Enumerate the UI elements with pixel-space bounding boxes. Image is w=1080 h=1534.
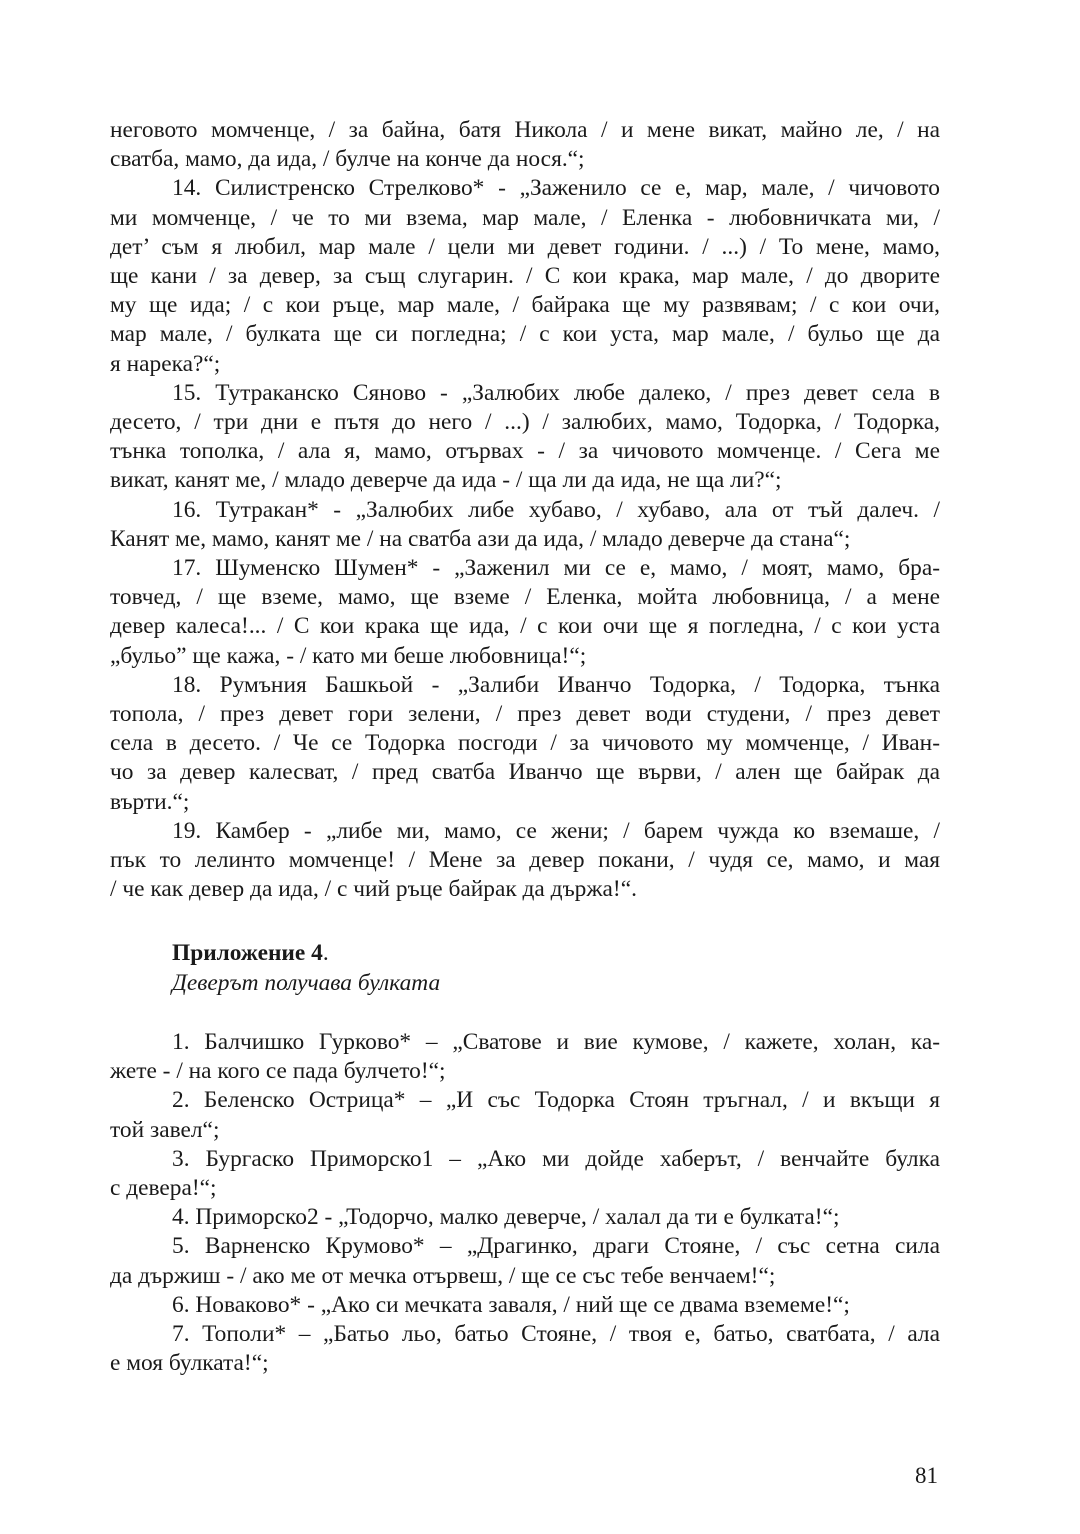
text-line: с девера!“; [110,1175,217,1202]
text-line: да държиш - / ако ме от мечка отървеш, / ще се със тебе венчаем!“; [110,1262,776,1289]
text-line: 7. Тополи* – „Батьо льо, батьо Стояне, / твоя е, батьо, сватбата, / ала [172,1321,940,1348]
text-line: 4. Приморско2 - „Тодорчо, малко деверче, / халал да ти е булката!“; [172,1204,840,1231]
text-line: топола, / през девет гори зелени, / през девет води студени, / през девет [110,701,940,728]
text-line: 1. Балчишко Гурково* – „Сватове и вие кумове, / кажете, холан, ка- [172,1029,940,1055]
text-line: / че как девер да ида, / с чий ръце байрак да държа!“. [110,876,637,903]
text-line: Канят ме, мамо, канят ме / на сватба ази да ида, / младо деверче да стана“; [110,525,851,552]
appendix-heading-text: Приложение 4 [172,940,323,966]
text-line: 2. Беленско Острица* – „И със Тодорка Стоян тръгнал, / и вкъщи я [172,1087,940,1114]
text-line: 19. Камбер - „либе ми, мамо, се жени; / барем чужда ко вземаше, / [172,817,940,844]
text-line: 17. Шуменско Шумен* - „Заженил ми се е, мамо, / моят, мамо, бра- [172,555,940,582]
text-line: 6. Новаково* - „Ако си мечката заваля, / ний ще се двама вземеме!“; [172,1291,850,1318]
text-line: върти.“; [110,788,190,815]
text-line: тънка тополка, / ала я, мамо, отървах - / за чичовото момченце. / Сега ме [110,438,940,465]
text-line: ще кани / за девер, за същ слугарин. / С кои крака, мар мале, / до дворите [110,263,940,290]
text-line: 5. Варненско Крумово* – „Драгинко, драги Стояне, / със сетна сила [172,1233,940,1260]
text-line: дет’ съм я любил, мар мале / цели ми девет години. / ...) / То мене, мамо, [110,233,940,260]
text-line: сватба, мамо, да ида, / булче на конче да нося.“; [110,146,585,173]
text-line: е моя булката!“; [110,1350,269,1377]
text-line: викат, канят ме, / младо деверче да ида - / ща ли да ида, не ща ли?“; [110,467,782,494]
text-line: чо за девер калесват, / пред сватба Иванчо ще върви, / ален ще байрак да [110,759,940,786]
text-line: „бульо” ще кажа, - / като ми беше любовница!“; [110,642,587,669]
body-text-bottom [110,1028,940,1378]
text-line: села в десето. / Че се Тодорка посгоди / за чичовото му момченце, / Иван- [110,730,940,757]
text-line: 15. Тутраканско Сяново - „Залюбих любе далеко, / през девет села в [172,379,940,406]
text-line: 14. Силистренско Стрелково* - „Заженило се е, мар, мале, / чичовото [172,175,940,202]
text-line: 16. Тутракан* - „Залюбих либе хубаво, / хубаво, ала от тъй далеч. / [172,496,940,523]
text-line: жете - / на кого се пада булчето!“; [110,1058,446,1085]
appendix-subtitle: Деверът получава булката [172,970,441,996]
text-line: 18. Румъния Башкьой - „Залиби Иванчо Тодорка, / Тодорка, тънка [172,671,940,698]
text-line: десето, / три дни е пътя до него / ...) / залюбих, мамо, Тодорка, / Тодорка, [110,409,940,436]
text-line: девер калеса!... / С кои крака ще ида, / с кои очи ще я погледна, / с кои уста [110,613,940,640]
text-line: му ще ида; / с кои ръце, мар мале, / байрака ще му развявам; / с кои очи, [110,292,940,319]
text-line: мар мале, / булката ще си погледна; / с кои уста, мар мале, / бульо ще да [110,321,940,348]
text-line: 3. Бургаско Приморско1 – „Ако ми дойде хаберът, / венчайте булка [172,1145,940,1172]
text-line: той завел“; [110,1116,220,1143]
text-line: пък то лелинто момченце! / Мене за девер покани, / чудя се, мамо, и мая [110,847,940,874]
text-line: ми момченце, / че то ми взема, мар мале, / Еленка - любовничката ми, / [110,204,940,231]
text-line: товчед, / ще вземе, мамо, ще вземе / Еленка, мойта любовница, / а мене [110,584,940,611]
appendix-heading-punct: . [322,940,329,966]
text-line: я нарека?“; [110,350,221,377]
page-number: 81 [915,1463,938,1488]
text-line: неговото момченце, / за байна, батя Никола / и мене викат, майно ле, / на [110,117,940,143]
appendix-heading [172,939,329,968]
body-text-top [110,116,940,904]
